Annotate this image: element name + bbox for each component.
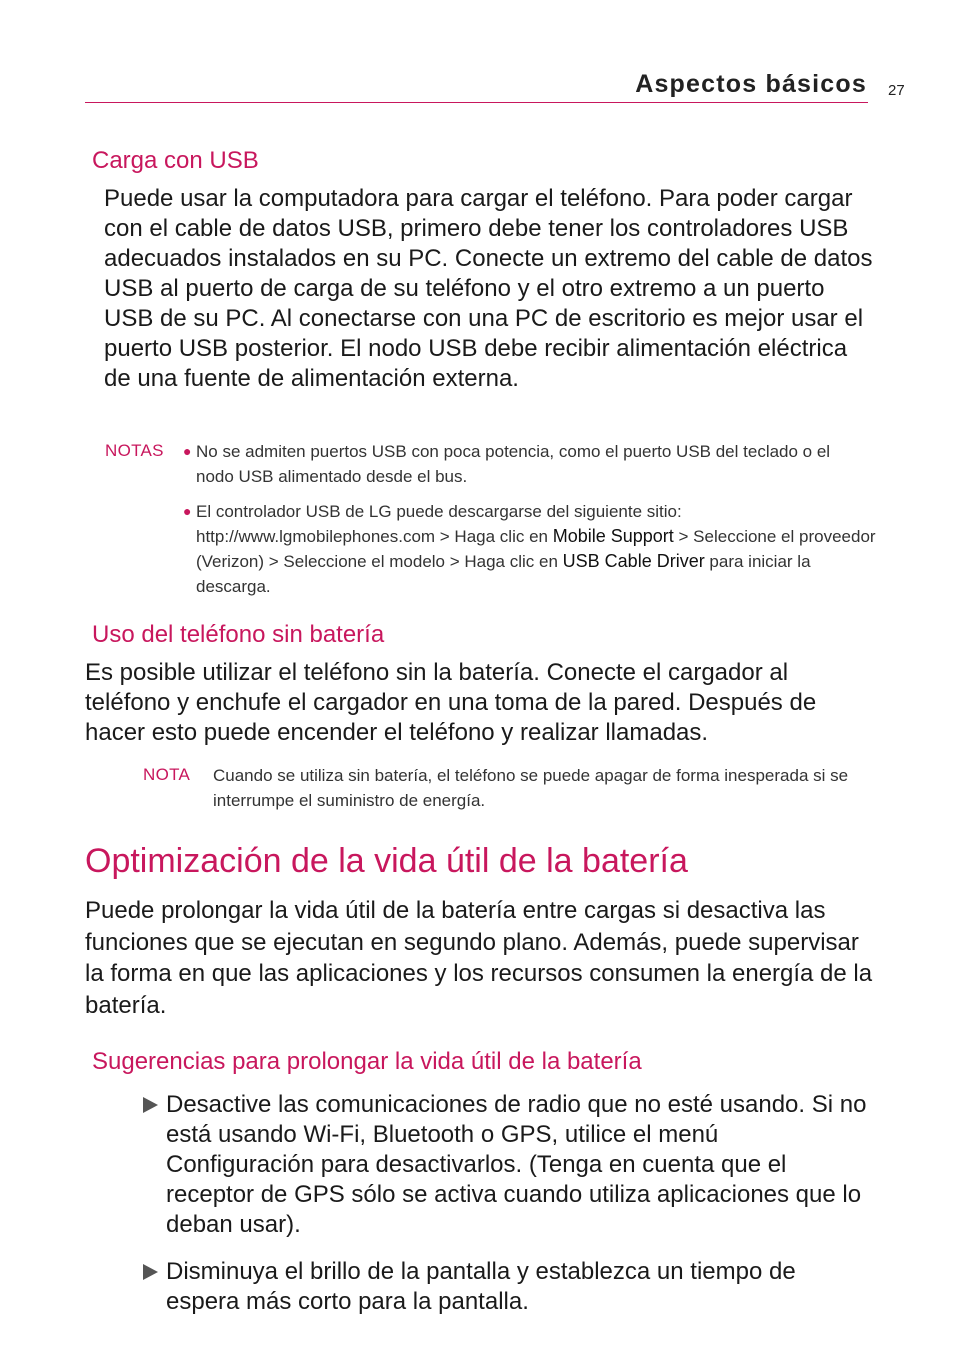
usb-note-2 (196, 499, 876, 599)
no-battery-note: Cuando se utiliza sin batería, el teléfono se puede apagar de forma inesperada si se interrumpe el suministro de energía. (213, 766, 849, 810)
section-heading-no-battery: Uso del teléfono sin batería (92, 621, 385, 648)
no-battery-body: Es posible utilizar el teléfono sin la batería. Conecte el cargador al teléfono y enchufe el cargador en una toma de la pared. Después de hacer esto puede encender el teléfono y realizar llamadas. (85, 659, 817, 746)
triangle-bullet-icon (143, 1264, 158, 1280)
section-heading-optimize: Optimización de la vida útil de la batería (85, 842, 688, 880)
page-number: 27 (888, 82, 905, 99)
usb-note-2-part1: El controlador USB de LG puede descargarse del siguiente sitio: http://www.lgmobilephones.com > Haga clic en (196, 502, 682, 546)
usb-note-2-part2: > Seleccione el proveedor (Verizon) > Seleccione el modelo > Haga clic en (196, 527, 876, 571)
triangle-bullet-icon (143, 1097, 158, 1113)
section-heading-usb: Carga con USB (92, 147, 259, 174)
usb-note-2-part3: para iniciar la descarga. (196, 552, 811, 596)
section-heading-tips: Sugerencias para prolongar la vida útil de la batería (92, 1048, 642, 1075)
note-label: NOTA (143, 765, 191, 784)
dot-icon: ● (183, 443, 192, 459)
tip-item: Desactive las comunicaciones de radio que no esté usando. Si no está usando Wi-Fi, Bluetooth o GPS, utilice el menú Configuración para desactivarlos. (Tenga en cuenta que el receptor de GPS sólo se activa cuando utiliza aplicaciones que lo deban usar). (166, 1091, 867, 1238)
page-header-title: Aspectos básicos (635, 70, 867, 98)
optimize-body: Puede prolongar la vida útil de la batería entre cargas si desactiva las funciones que se ejecutan en segundo plano. Además, puede supervisar la forma en que las aplicaciones y los recursos consumen la energía de la batería. (85, 897, 873, 1019)
usb-note-2-bold2: USB Cable Driver (562, 551, 705, 571)
notes-label: NOTAS (105, 441, 164, 460)
header-rule (85, 102, 868, 103)
dot-icon: ● (183, 503, 192, 519)
usb-note-1: No se admiten puertos USB con poca potencia, como el puerto USB del teclado o el nodo USB alimentado desde el bus. (196, 442, 831, 486)
usb-body: Puede usar la computadora para cargar el teléfono. Para poder cargar con el cable de datos USB, primero debe tener los controladores USB adecuados instalados en su PC. Conecte un extremo del cable de datos USB al puerto de carga de su teléfono y el otro extremo a un puerto USB de su PC. Al conectarse con una PC de escritorio es mejor usar el puerto USB posterior. El nodo USB debe recibir alimentación eléctrica de una fuente de alimentación externa. (104, 185, 873, 392)
tip-item: Disminuya el brillo de la pantalla y establezca un tiempo de espera más corto para la pantalla. (166, 1258, 796, 1315)
usb-note-2-bold1: Mobile Support (552, 526, 674, 546)
